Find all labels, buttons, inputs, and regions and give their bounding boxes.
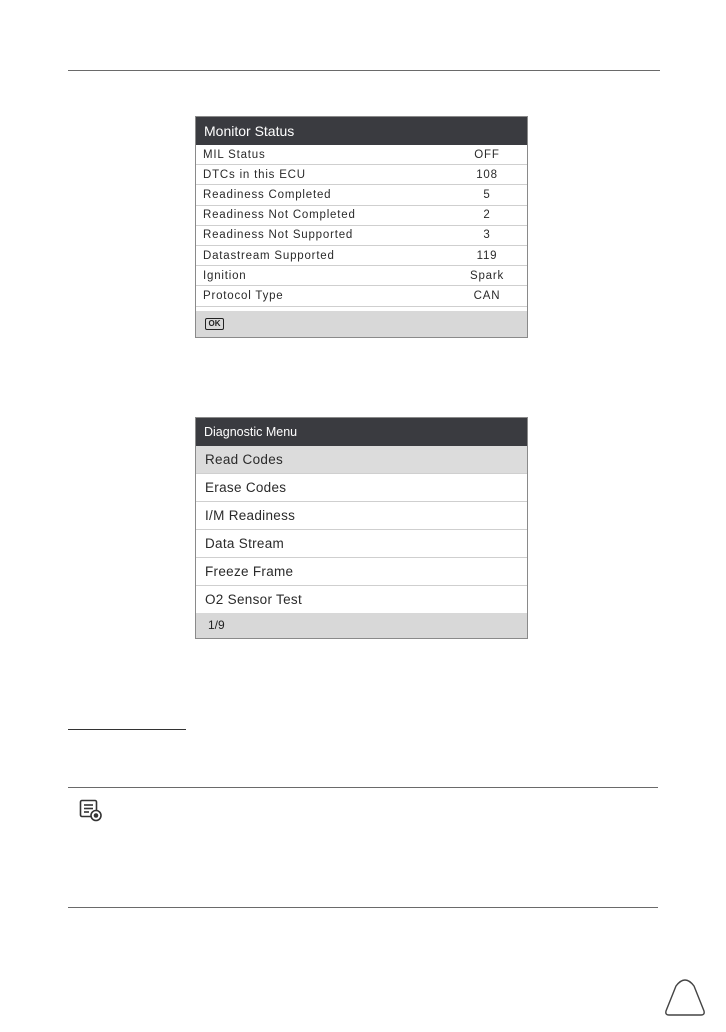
- status-row: [196, 286, 527, 306]
- status-row: [196, 246, 527, 266]
- menu-item-erase-codes[interactable]: Erase Codes: [196, 474, 527, 502]
- status-row: [196, 145, 527, 165]
- status-row: [196, 185, 527, 205]
- menu-item-im-readiness[interactable]: I/M Readiness: [196, 502, 527, 530]
- diagnostic-menu-screen: [195, 417, 528, 639]
- status-row: [196, 165, 527, 185]
- status-row: [196, 266, 527, 286]
- note-icon: [79, 799, 103, 823]
- note-top-rule: [68, 787, 658, 788]
- status-label: Readiness Completed: [203, 188, 332, 201]
- ok-button[interactable]: OK: [205, 318, 224, 330]
- status-value: 108: [476, 168, 498, 181]
- status-value: CAN: [473, 289, 501, 302]
- status-label: Protocol Type: [203, 289, 284, 302]
- menu-item-data-stream[interactable]: Data Stream: [196, 530, 527, 558]
- header-rule: [68, 70, 660, 71]
- monitor-status-screen: [195, 116, 528, 338]
- section-heading-underline: [68, 729, 186, 730]
- status-label: Datastream Supported: [203, 249, 335, 262]
- status-row: [196, 206, 527, 226]
- status-label: Readiness Not Supported: [203, 229, 354, 242]
- status-value: 2: [483, 209, 491, 222]
- status-value: 3: [483, 229, 491, 242]
- page-indicator: 1/9: [196, 613, 527, 638]
- page-badge-icon: [663, 976, 707, 1018]
- menu-item-read-codes[interactable]: Read Codes: [196, 446, 527, 474]
- menu-item-freeze-frame[interactable]: Freeze Frame: [196, 558, 527, 586]
- status-value: Spark: [469, 269, 505, 282]
- note-bottom-rule: [68, 907, 658, 908]
- status-row: [196, 226, 527, 246]
- status-value: OFF: [474, 148, 500, 161]
- status-label: MIL Status: [203, 148, 266, 161]
- menu-item-o2-sensor-test[interactable]: O2 Sensor Test: [196, 586, 527, 614]
- diagnostic-menu-title: Diagnostic Menu: [196, 418, 527, 446]
- status-label: Readiness Not Completed: [203, 209, 356, 222]
- monitor-status-title: Monitor Status: [196, 117, 527, 145]
- status-label: DTCs in this ECU: [203, 168, 306, 181]
- status-value: 119: [476, 249, 498, 262]
- monitor-status-footer: [196, 311, 527, 337]
- status-label: Ignition: [203, 269, 247, 282]
- status-value: 5: [483, 188, 491, 201]
